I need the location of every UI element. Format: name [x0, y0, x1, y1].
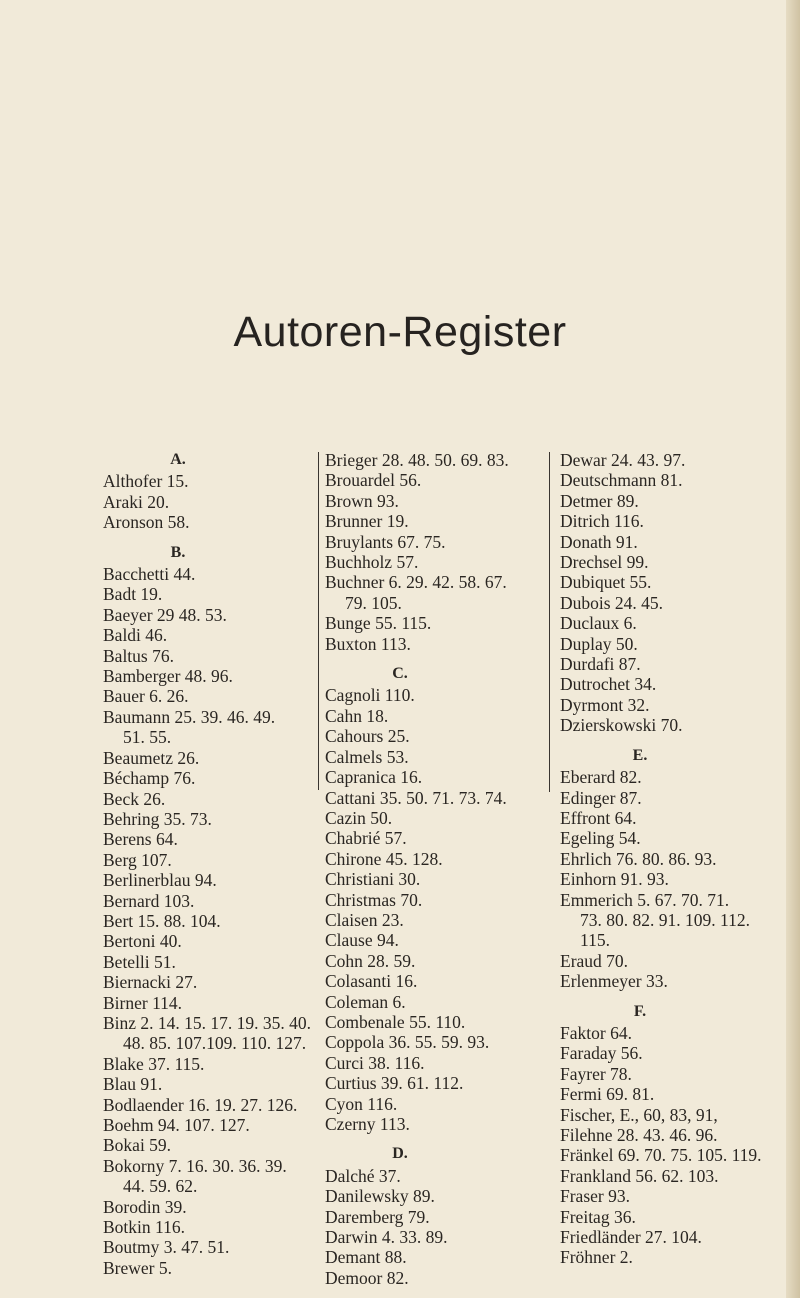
index-entry: Demoor 82. [325, 1267, 409, 1288]
index-entry: Faraday 56. [560, 1043, 643, 1064]
index-entry: Bamberger 48. 96. [103, 666, 233, 687]
index-entry: Fischer, E., 60, 83, 91, [560, 1104, 718, 1125]
index-entry: Curci 38. 116. [325, 1052, 425, 1073]
section-letter: D. [392, 1145, 408, 1163]
index-entry: Bauer 6. 26. [103, 686, 189, 707]
index-entry: Detmer 89. [560, 490, 639, 511]
index-entry: Dubois 24. 45. [560, 592, 664, 613]
index-entry: Cazin 50. [325, 807, 393, 828]
index-entry: Blau 91. [103, 1074, 163, 1095]
index-entry: Christiani 30. [325, 869, 421, 890]
index-entry: 115. [580, 930, 610, 951]
index-entry: Dzierskowski 70. [560, 715, 683, 736]
index-entry: Combenale 55. 110. [325, 1011, 466, 1032]
index-entry: Berg 107. [103, 849, 172, 870]
index-entry: Badt 19. [103, 584, 163, 605]
index-entry: Biernacki 27. [103, 972, 198, 993]
index-entry: Dewar 24. 43. 97. [560, 450, 686, 470]
index-entry: Birner 114. [103, 992, 183, 1013]
index-entry: Eberard 82. [560, 767, 642, 788]
index-entry: Cahours 25. [325, 726, 410, 747]
index-entry: Cattani 35. 50. 71. 73. 74. [325, 787, 507, 808]
index-column-2 [325, 450, 550, 1288]
index-entry: Beck 26. [103, 788, 166, 809]
index-entry: Bacchetti 44. [103, 564, 196, 585]
section-letter: B. [170, 543, 186, 561]
column-divider-1 [318, 452, 319, 790]
index-entry: Frankland 56. 62. 103. [560, 1165, 719, 1186]
index-entry: Buchholz 57. [325, 552, 419, 573]
index-entry: Bruylants 67. 75. [325, 531, 446, 552]
index-entry: Cagnoli 110. [325, 685, 415, 706]
index-entry: Coleman 6. [325, 991, 406, 1012]
index-entry: Bunge 55. 115. [325, 613, 432, 634]
section-letter: E. [632, 746, 648, 764]
index-entry: 48. 85. 107.109. 110. 127. [123, 1033, 307, 1054]
index-entry: Ditrich 116. [560, 511, 644, 532]
index-entry: 51. 55. [123, 727, 172, 748]
index-entry: Araki 20. [103, 491, 170, 512]
index-entry: Brown 93. [325, 490, 399, 511]
index-entry: Dutrochet 34. [560, 674, 657, 695]
section-letter: A. [170, 451, 186, 468]
index-entry: Demant 88. [325, 1247, 407, 1268]
index-entry: Chirone 45. 128. [325, 848, 443, 869]
section-letter: F. [633, 1002, 647, 1020]
index-entry: Dubiquet 55. [560, 572, 652, 593]
index-entry: Blake 37. 115. [103, 1053, 205, 1074]
index-entry: Dyrmont 32. [560, 694, 650, 715]
index-entry: Colasanti 16. [325, 971, 418, 992]
index-entry: Claisen 23. [325, 909, 404, 930]
index-entry: Dalché 37. [325, 1165, 401, 1186]
index-entry: Baumann 25. 39. 46. 49. [103, 706, 276, 727]
index-entry: 44. 59. 62. [123, 1176, 198, 1197]
index-entry: Donath 91. [560, 531, 638, 552]
index-entry: Daremberg 79. [325, 1206, 430, 1227]
index-entry: Darwin 4. 33. 89. [325, 1227, 448, 1248]
index-entry: Danilewsky 89. [325, 1186, 435, 1207]
index-entry: Buchner 6. 29. 42. 58. 67. [325, 572, 507, 593]
index-entry: Bokai 59. [103, 1135, 172, 1156]
index-entry: Boutmy 3. 47. 51. [103, 1237, 230, 1258]
index-entry: Coppola 36. 55. 59. 93. [325, 1032, 490, 1053]
index-entry: Bokorny 7. 16. 30. 36. 39. [103, 1155, 287, 1176]
section-letter: C. [392, 665, 408, 683]
index-entry: Bert 15. 88. 104. [103, 910, 221, 931]
index-entry: Erlenmeyer 33. [560, 971, 668, 992]
index-entry: Czerny 113. [325, 1114, 410, 1134]
page-title: Autoren-Register [233, 308, 567, 356]
index-entry: Drechsel 99. [560, 552, 649, 573]
index-entry: Clause 94. [325, 930, 399, 951]
index-entry: Brewer 5. [103, 1257, 173, 1278]
column-divider-2 [549, 452, 550, 792]
index-entry: Cyon 116. [325, 1093, 398, 1114]
index-entry: Eraud 70. [560, 950, 629, 971]
index-entry: Baeyer 29 48. 53. [103, 604, 227, 625]
index-entry: Faktor 64. [560, 1022, 632, 1043]
index-entry: Ehrlich 76. 80. 86. 93. [560, 848, 717, 869]
index-entry: Deutschmann 81. [560, 470, 683, 491]
index-entry: Binz 2. 14. 15. 17. 19. 35. 40. [103, 1012, 312, 1033]
index-entry: Fermi 69. 81. [560, 1084, 655, 1105]
index-entry: Berens 64. [103, 829, 178, 850]
index-entry: Béchamp 76. [103, 768, 196, 789]
index-entry: Baldi 46. [103, 625, 168, 646]
index-entry: Egeling 54. [560, 828, 641, 849]
index-entry: Behring 35. 73. [103, 808, 212, 829]
index-entry: Betelli 51. [103, 951, 176, 972]
index-entry: Botkin 116. [103, 1217, 185, 1238]
index-entry: Aronson 58. [103, 512, 190, 533]
index-entry: Calmels 53. [325, 746, 409, 767]
index-column-1 [103, 450, 315, 1278]
index-entry: Duclaux 6. [560, 613, 637, 634]
index-entry: Borodin 39. [103, 1196, 187, 1217]
index-entry: Althofer 15. [103, 471, 189, 492]
index-entry: Beaumetz 26. [103, 747, 200, 768]
index-entry: Fränkel 69. 70. 75. 105. 119. [560, 1145, 762, 1166]
index-entry: Einhorn 91. 93. [560, 869, 669, 890]
index-entry: Brunner 19. [325, 511, 409, 532]
index-entry: Berlinerblau 94. [103, 870, 217, 891]
index-entry: Cahn 18. [325, 705, 389, 726]
index-entry: Baltus 76. [103, 645, 174, 666]
index-entry: Emmerich 5. 67. 70. 71. [560, 889, 730, 910]
index-entry: Duplay 50. [560, 633, 638, 654]
index-entry: Effront 64. [560, 807, 637, 828]
index-entry: Brieger 28. 48. 50. 69. 83. [325, 450, 509, 470]
index-entry: Fayrer 78. [560, 1063, 632, 1084]
index-entry: Filehne 28. 43. 46. 96. [560, 1125, 718, 1145]
index-entry: Fraser 93. [560, 1186, 630, 1207]
index-entry: 73. 80. 82. 91. 109. 112. [580, 909, 750, 930]
index-entry: Friedländer 27. 104. [560, 1227, 702, 1248]
index-entry: Chabrié 57. [325, 828, 407, 849]
index-entry: Boehm 94. 107. 127. [103, 1115, 250, 1135]
index-entry: Christmas 70. [325, 889, 423, 910]
index-entry: 79. 105. [345, 592, 402, 613]
index-entry: Bodlaender 16. 19. 27. 126. [103, 1094, 298, 1115]
index-entry: Brouardel 56. [325, 470, 422, 491]
index-entry: Bernard 103. [103, 890, 195, 911]
index-entry: Edinger 87. [560, 787, 642, 808]
index-entry: Buxton 113. [325, 633, 411, 654]
index-entry: Capranica 16. [325, 767, 423, 788]
index-entry: Fröhner 2. [560, 1247, 633, 1268]
index-column-3 [560, 450, 795, 1268]
index-entry: Cohn 28. 59. [325, 950, 416, 971]
index-entry: Freitag 36. [560, 1206, 636, 1227]
index-entry: Durdafi 87. [560, 654, 641, 675]
index-entry: Curtius 39. 61. 112. [325, 1073, 464, 1094]
index-entry: Bertoni 40. [103, 931, 182, 952]
